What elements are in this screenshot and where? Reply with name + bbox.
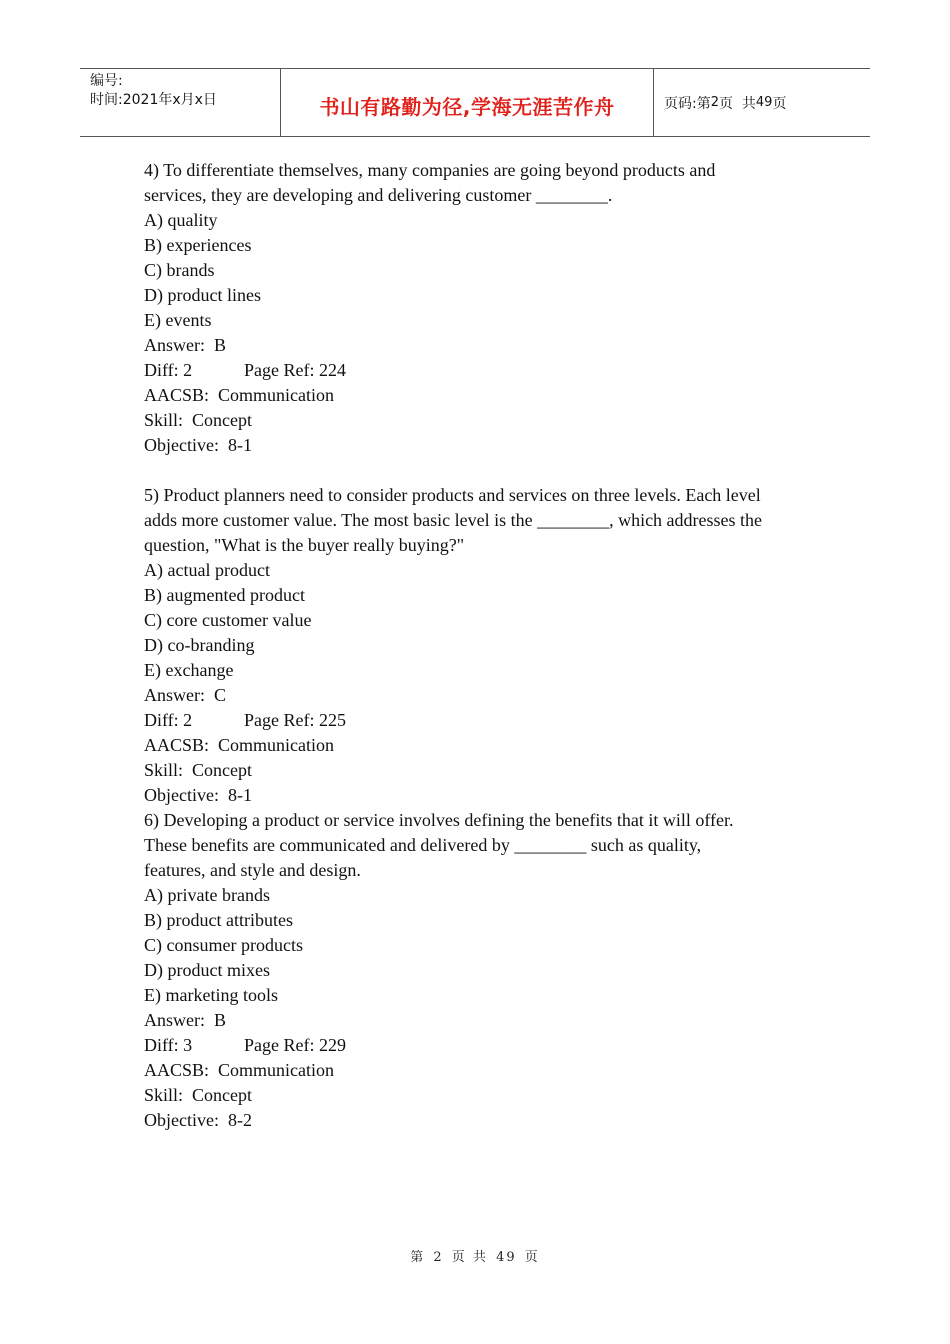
question-stem-line: 4) To differentiate themselves, many companies are going beyond products and [144, 160, 716, 180]
answer-key: Answer: B [144, 335, 226, 355]
page-current: 2 [710, 95, 719, 110]
footer-total-pages: 49 [496, 1250, 517, 1265]
skill: Skill: Concept [144, 760, 252, 780]
question-stem-line: services, they are developing and delivering customer ________. [144, 185, 613, 205]
skill: Skill: Concept [144, 1085, 252, 1105]
objective: Objective: 8-1 [144, 435, 252, 455]
difficulty-row [144, 708, 824, 733]
answer-option: E) exchange [144, 660, 234, 680]
header-motto-cell [281, 69, 654, 136]
page-header [80, 68, 870, 137]
question-block [144, 483, 824, 808]
answer-option: D) co-branding [144, 635, 255, 655]
header-meta [80, 69, 281, 136]
page-footer [0, 1246, 950, 1265]
answer-option: E) events [144, 310, 212, 330]
objective: Objective: 8-1 [144, 785, 252, 805]
answer-option: B) augmented product [144, 585, 305, 605]
answer-option: D) product lines [144, 285, 261, 305]
answer-option: B) product attributes [144, 910, 293, 930]
skill: Skill: Concept [144, 410, 252, 430]
page-total: 49 [755, 95, 773, 110]
answer-option: B) experiences [144, 235, 252, 255]
difficulty-row [144, 358, 824, 383]
answer-option: C) core customer value [144, 610, 312, 630]
answer-key: Answer: C [144, 685, 226, 705]
question-content [144, 158, 824, 1133]
question-block [144, 158, 824, 458]
page-label-mid: 页 共 [719, 95, 756, 112]
header-motto: 书山有路勤为径,学海无涯苦作舟 [319, 95, 615, 119]
header-page-info [654, 69, 870, 136]
page-label-prefix: 页码:第 [664, 95, 711, 112]
question-stem-line: question, "What is the buyer really buying?" [144, 535, 465, 555]
spacer [144, 458, 824, 483]
question-block [144, 808, 824, 1133]
answer-option: C) brands [144, 260, 215, 280]
aacsb: AACSB: Communication [144, 1060, 335, 1080]
footer-current-page: 2 [433, 1250, 444, 1265]
answer-key: Answer: B [144, 1010, 226, 1030]
aacsb: AACSB: Communication [144, 735, 335, 755]
difficulty: Diff: 3 [144, 1035, 193, 1055]
question-stem-line: features, and style and design. [144, 860, 361, 880]
answer-option: A) actual product [144, 560, 270, 580]
question-stem-line: 5) Product planners need to consider products and services on three levels. Each level [144, 485, 761, 505]
document-time-label: 时间:2021年x月x日 [90, 92, 217, 108]
page-ref: Page Ref: 225 [244, 710, 346, 730]
answer-option: A) quality [144, 210, 218, 230]
answer-option: E) marketing tools [144, 985, 278, 1005]
page-ref: Page Ref: 224 [244, 360, 346, 380]
page-ref: Page Ref: 229 [244, 1035, 346, 1055]
question-stem-line: 6) Developing a product or service involves defining the benefits that it will offer. [144, 810, 734, 830]
footer-suffix: 页 [524, 1250, 540, 1265]
objective: Objective: 8-2 [144, 1110, 252, 1130]
aacsb: AACSB: Communication [144, 385, 335, 405]
document-number-label: 编号: [90, 73, 123, 89]
difficulty-row [144, 1033, 824, 1058]
footer-mid: 页 共 [451, 1250, 488, 1265]
page-label-suffix: 页 [772, 95, 787, 112]
question-stem-line: adds more customer value. The most basic level is the ________, which addresses the [144, 510, 763, 530]
difficulty: Diff: 2 [144, 710, 193, 730]
answer-option: D) product mixes [144, 960, 270, 980]
footer-prefix: 第 [410, 1250, 426, 1265]
difficulty: Diff: 2 [144, 360, 193, 380]
answer-option: A) private brands [144, 885, 270, 905]
question-stem-line: These benefits are communicated and delivered by ________ such as quality, [144, 835, 702, 855]
answer-option: C) consumer products [144, 935, 303, 955]
